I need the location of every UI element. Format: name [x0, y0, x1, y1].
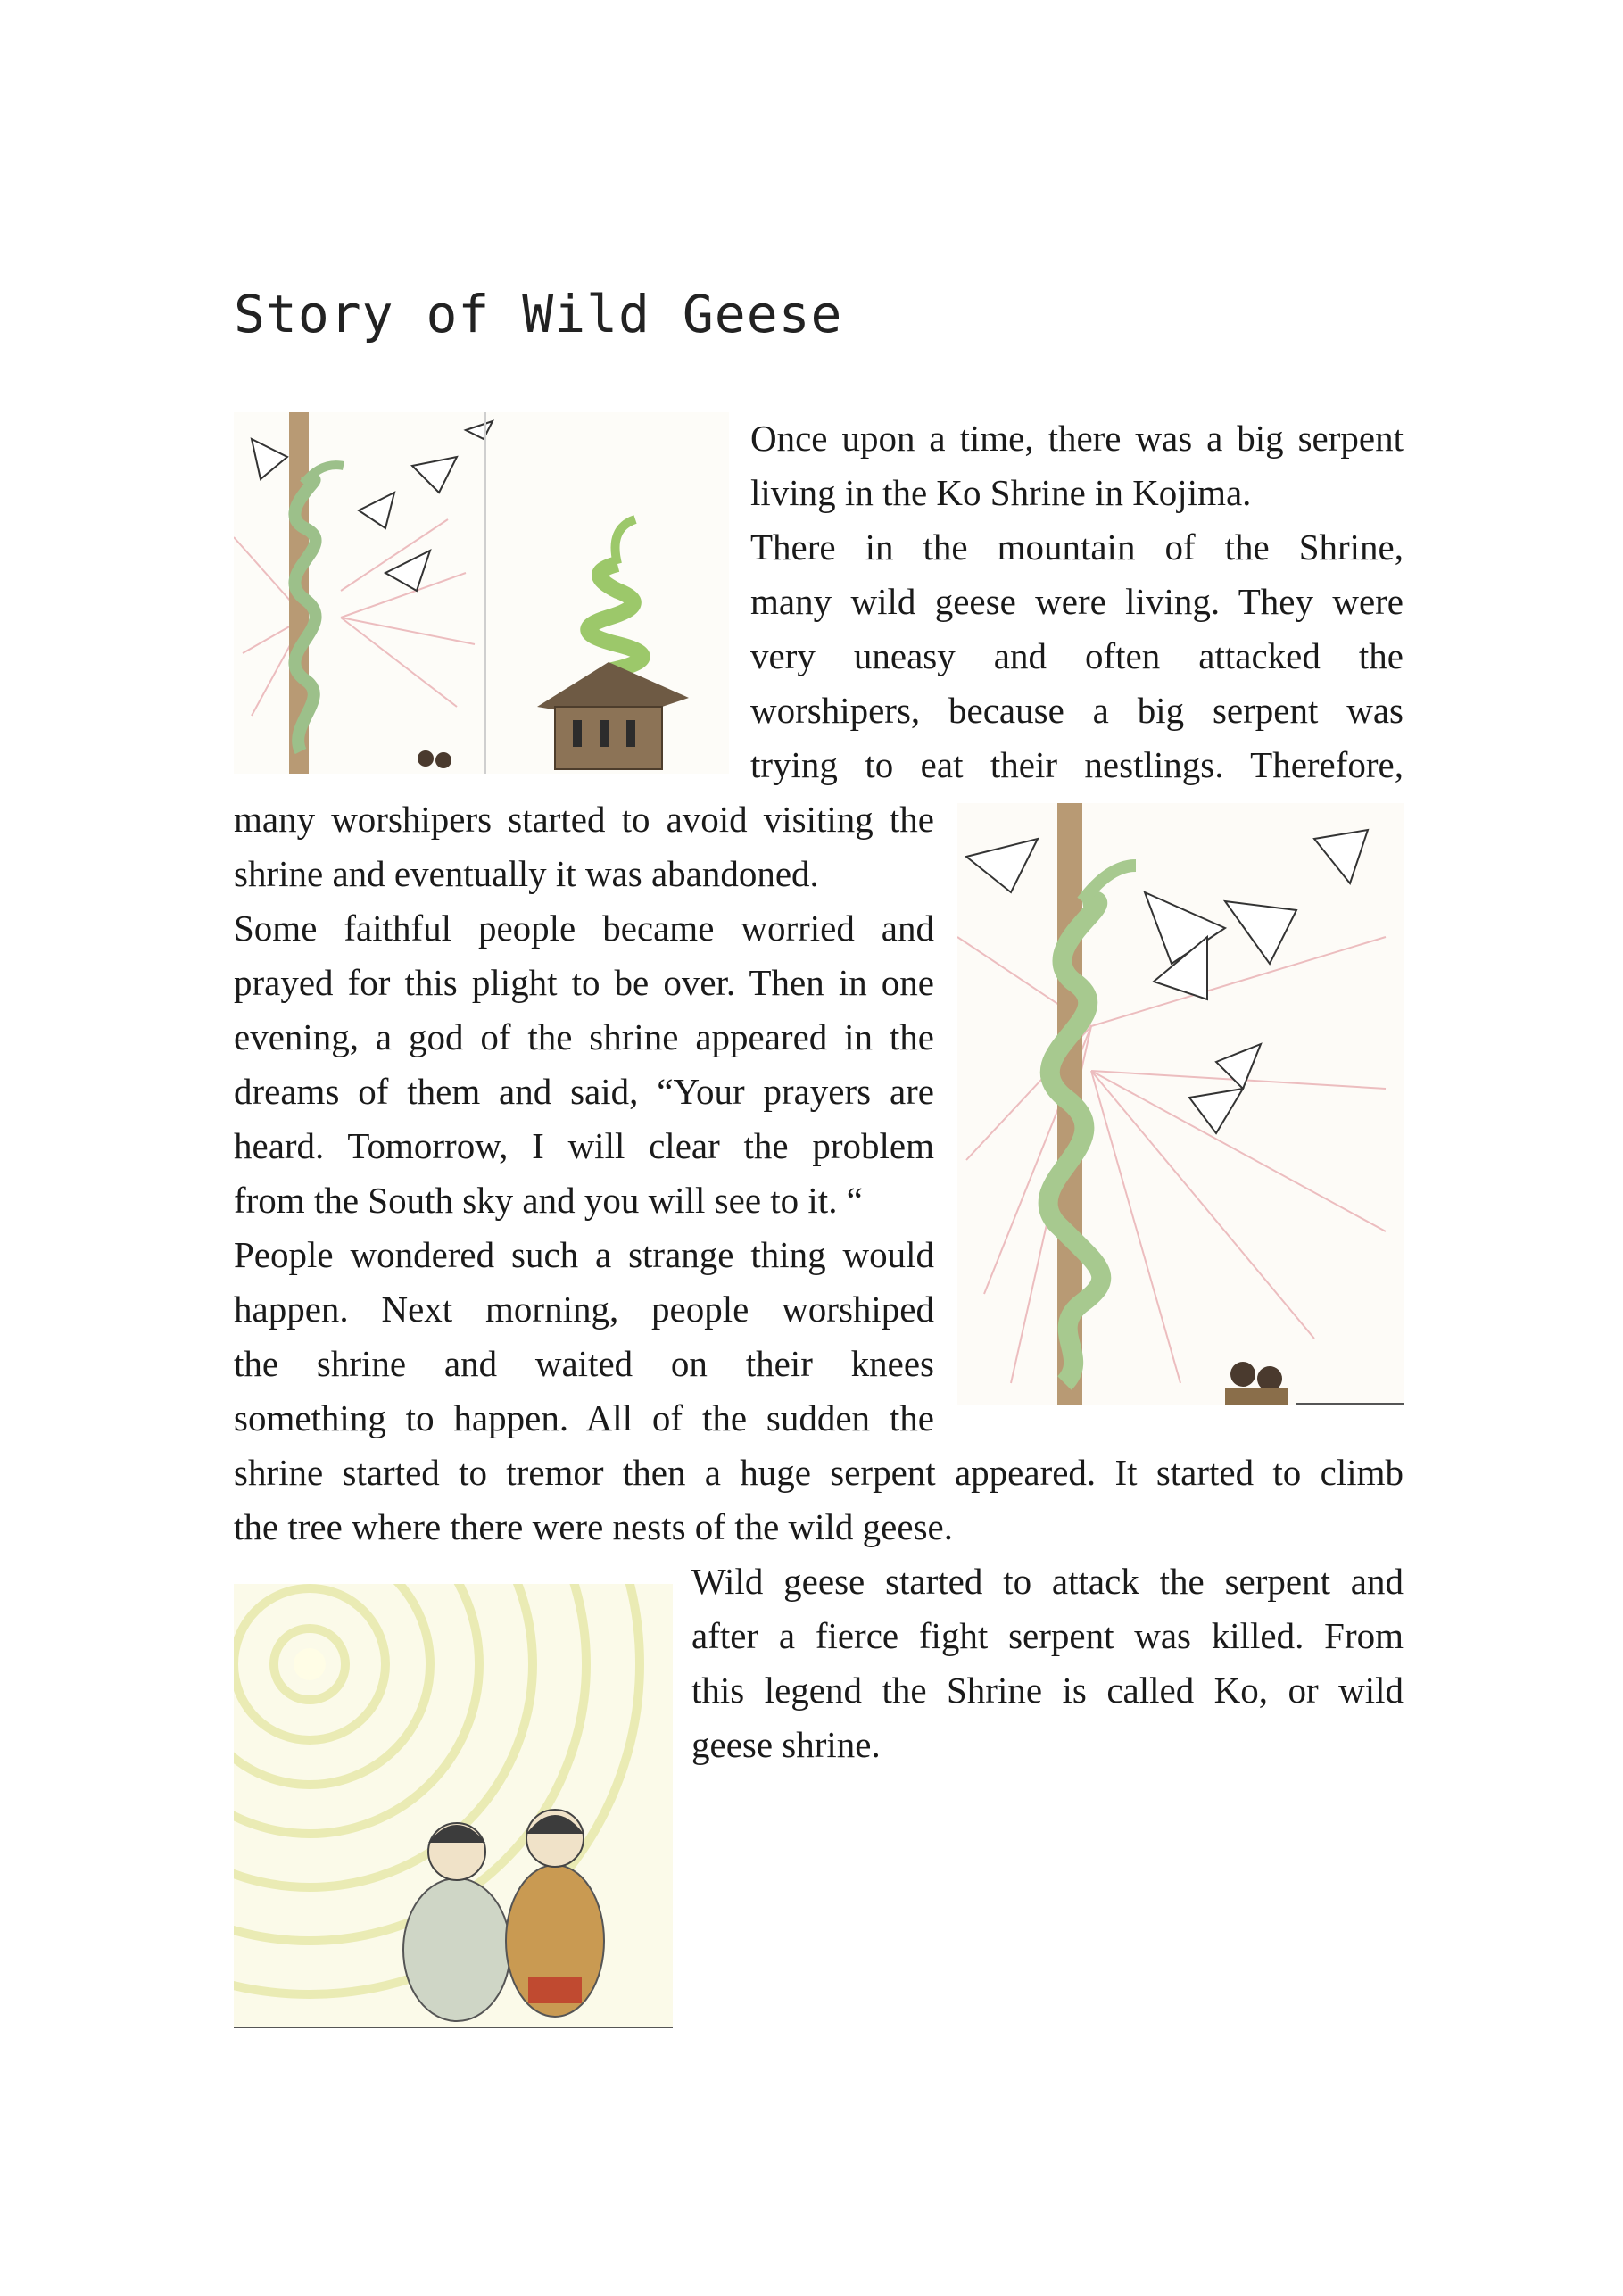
- text-line: something to happen. All of the sudden the: [234, 1397, 934, 1438]
- text-line: Some faithful people became worried and: [234, 908, 934, 949]
- text-line: worshipers, because a big serpent was: [750, 690, 1404, 731]
- illustration-people-praying: [234, 1584, 673, 2028]
- text-line: living in the Ko Shrine in Kojima.: [750, 472, 1252, 513]
- people-praying-drawing: [234, 1584, 673, 2028]
- text-line: Wild geese started to attack the serpent and: [691, 1561, 1404, 1602]
- text-line: People wondered such a strange thing would: [234, 1234, 934, 1275]
- text-line: happen. Next morning, people worshiped: [234, 1289, 934, 1330]
- text-line: many wild geese were living. They were: [750, 581, 1404, 622]
- text-line: many worshipers started to avoid visiting the: [234, 799, 934, 840]
- text-line: There in the mountain of the Shrine,: [750, 526, 1404, 568]
- text-line: shrine and eventually it was abandoned.: [234, 853, 819, 894]
- text-line: very uneasy and often attacked the: [750, 635, 1404, 676]
- text-line: from the South sky and you will see to it. “: [234, 1180, 863, 1221]
- illustration-serpent-tree-geese: [957, 803, 1404, 1405]
- text-line: heard. Tomorrow, I will clear the problem: [234, 1125, 934, 1166]
- text-line: dreams of them and said, “Your prayers are: [234, 1071, 934, 1112]
- text-line: this legend the Shrine is called Ko, or wild: [691, 1670, 1404, 1711]
- text-line: evening, a god of the shrine appeared in the: [234, 1016, 934, 1057]
- text-line: shrine started to tremor then a huge serpent appeared. It started to climb: [234, 1452, 1404, 1493]
- serpent-tree-drawing: [957, 803, 1404, 1405]
- serpent-shrine-drawing: [234, 412, 729, 774]
- text-line: the shrine and waited on their knees: [234, 1343, 934, 1384]
- text-line: geese shrine.: [691, 1724, 881, 1765]
- text-line: Once upon a time, there was a big serpent: [750, 418, 1404, 459]
- illustration-serpent-shrine: [234, 412, 729, 774]
- text-line: prayed for this plight to be over. Then in one: [234, 962, 934, 1003]
- text-line: the tree where there were nests of the wild geese.: [234, 1506, 953, 1547]
- text-line: after a fierce fight serpent was killed. From: [691, 1615, 1404, 1656]
- page-title: Story of Wild Geese: [234, 284, 843, 344]
- text-line: trying to eat their nestlings. Therefore,: [750, 744, 1404, 785]
